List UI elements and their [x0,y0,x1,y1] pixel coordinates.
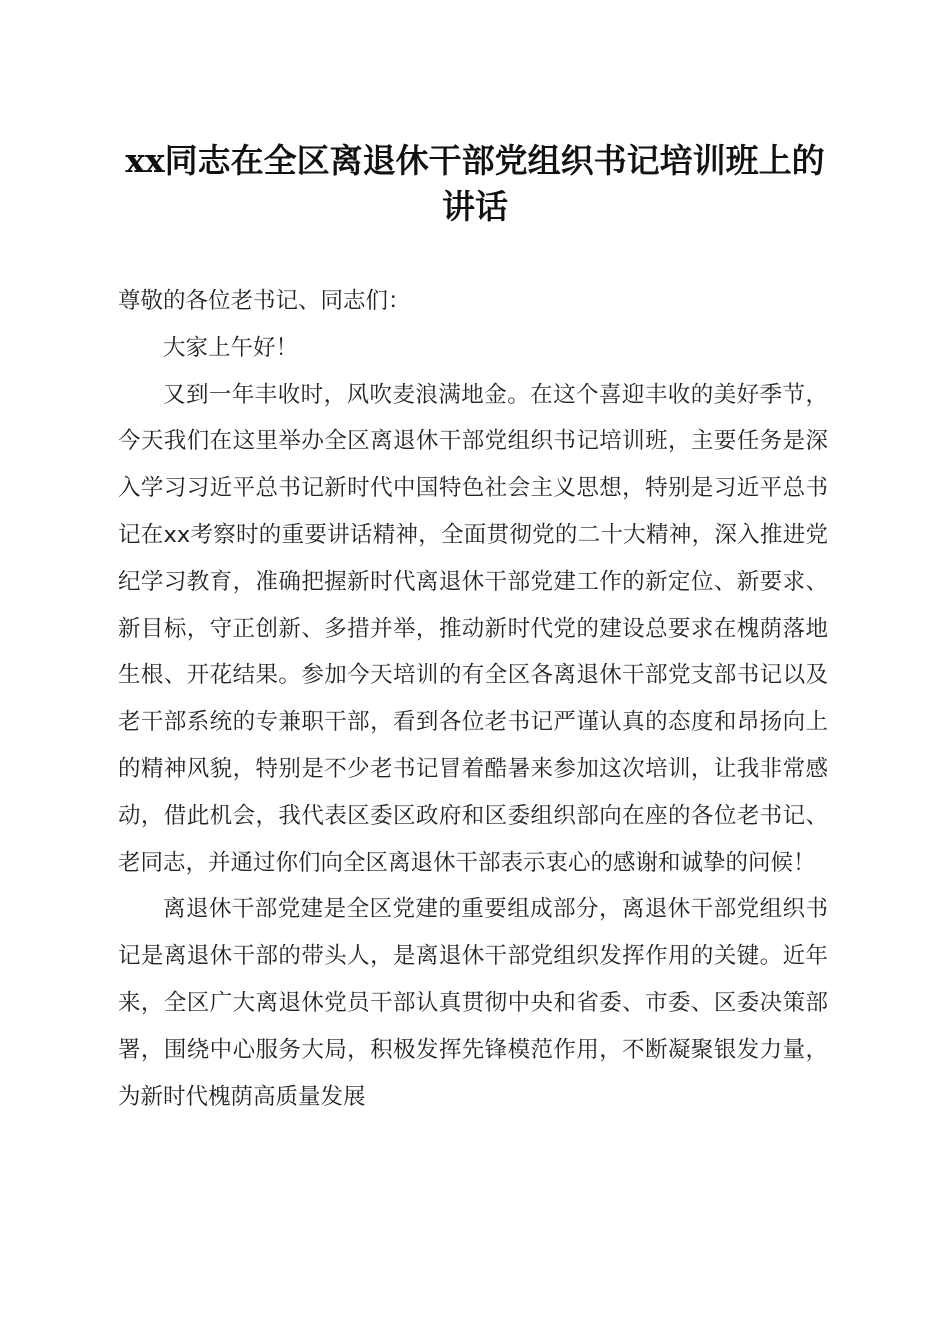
document-title: xx同志在全区离退休干部党组织书记培训班上的讲话 [125,141,825,226]
salutation: 尊敬的各位老书记、同志们： [118,288,411,314]
paragraph: 离退休干部党建是全区党建的重要组成部分，离退休干部党组织书记是离退休干部的带头人，是离退休干部党组织发挥作用的关键。近年来，全区广大离退休党员干部认真贯彻中央和省委、市委、区委决策部署，围绕中心服务大局，积极发挥先锋模范作用，不断凝聚银发力量，为新时代槐荫高质量发展 [118,896,828,1110]
document-body [118,278,828,1120]
greeting: 大家上午好！ [163,334,299,361]
paragraph: 又到一年丰收时，风吹麦浪满地金。在这个喜迎丰收的美好季节，今天我们在这里举办全区离退休干部党组织书记培训班，主要任务是深入学习习近平总书记新时代中国特色社会主义思想，特别是习近平总书记在xx考察时的重要讲话精神，全面贯彻党的二十大精神，深入推进党纪学习教育，准确把握新时代离退休干部党建工作的新定位、新要求、新目标，守正创新、多措并举，推动新时代党的建设总要求在槐荫落地生根、开花结果。参加今天培训的有全区各离退休干部党支部书记以及老干部系统的专兼职干部，看到各位老书记严谨认真的态度和昂扬向上的精神风貌，特别是不少老书记冒着酷暑来参加这次培训，让我非常感动，借此机会，我代表区委区政府和区委组织部向在座的各位老书记、老同志，并通过你们向全区离退休干部表示衷心的感谢和诚挚的问候！ [118,381,828,876]
